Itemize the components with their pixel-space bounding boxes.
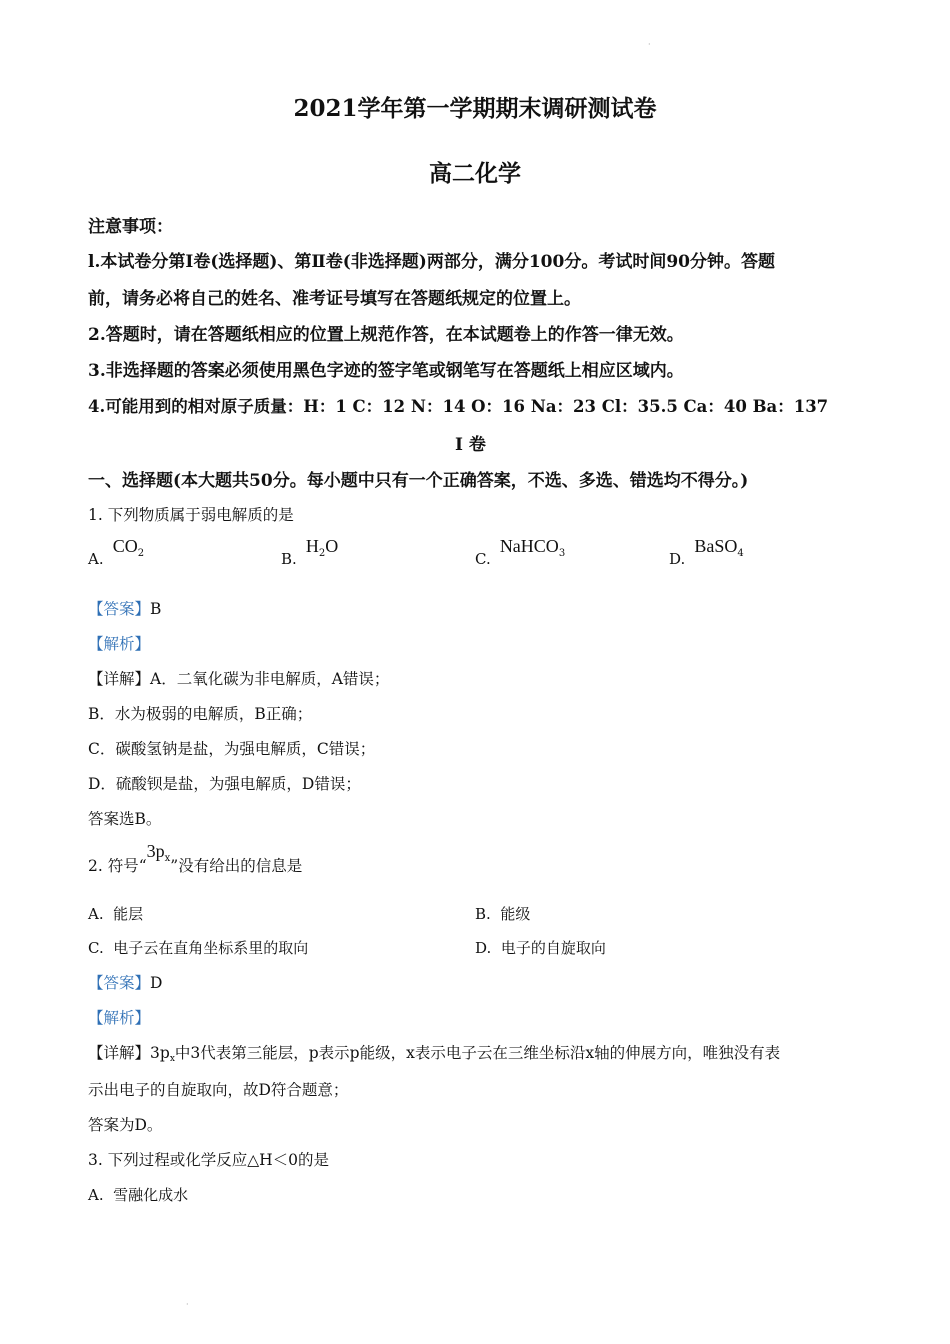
- top-dot: ·: [648, 40, 651, 49]
- stem-post: ”没有给出的信息是: [170, 857, 303, 875]
- option-letter: C.: [475, 550, 491, 568]
- q1-option-b: [281, 536, 339, 568]
- formula-main: CO: [112, 536, 138, 556]
- q2-option-b: [475, 903, 530, 924]
- formula-sub: 3: [558, 548, 566, 559]
- notice-line-1b: 前，请务必将自己的姓名、准考证号填写在答题纸规定的位置上。: [88, 289, 581, 309]
- question-1-stem: 1. 下列物质属于弱电解质的是: [88, 506, 294, 524]
- q1-analysis-tag: 【解析】: [88, 635, 151, 653]
- q2-conclusion: 答案为D。: [88, 1116, 163, 1134]
- q3-option-a: [88, 1184, 188, 1205]
- answer-value: D: [150, 974, 163, 992]
- bottom-dot: ·: [186, 1300, 189, 1309]
- formula-tail: O: [325, 536, 339, 556]
- detail-symbol: 3p: [150, 1044, 170, 1062]
- formula-sub: 4: [737, 548, 744, 559]
- part-label: Ⅰ 卷: [455, 435, 486, 455]
- option-text: 电子的自旋取向: [500, 939, 606, 957]
- q1-line: C．碳酸氢钠是盐，为强电解质，C错误；: [88, 740, 376, 758]
- q2-option-a: [88, 903, 143, 924]
- notice-line-2: 2.答题时，请在答题纸相应的位置上规范作答，在本试题卷上的作答一律无效。: [88, 325, 684, 345]
- formula-main: NaHCO: [499, 536, 559, 556]
- q2-answer: [88, 971, 162, 993]
- answer-value: B: [150, 600, 162, 618]
- q2-detail-line-2: 示出电子的自旋取向，故D符合题意；: [88, 1081, 349, 1099]
- q2-option-c: [88, 937, 308, 958]
- answer-tag: 【答案】: [88, 974, 151, 992]
- q1-option-c: [475, 536, 566, 568]
- option-letter: B.: [281, 550, 297, 568]
- q1-option-a: [88, 536, 145, 568]
- option-letter: B.: [475, 905, 491, 923]
- option-letter: A.: [88, 1186, 104, 1204]
- option-text: 雪融化成水: [113, 1186, 189, 1204]
- q1-line: D．硫酸钡是盐，为强电解质，D错误；: [88, 775, 361, 793]
- notice-heading: 注意事项：: [88, 217, 173, 237]
- q1-detail: [88, 667, 389, 689]
- q2-analysis-tag: 【解析】: [88, 1009, 151, 1027]
- question-2-stem: [88, 840, 303, 875]
- detail-symbol-sub: x: [169, 1054, 175, 1064]
- formula-main: H: [305, 536, 319, 556]
- detail-text: 中3代表第三能层，p表示p能级，x表示电子云在三维坐标沿x轴的伸展方向，唯独没有表: [174, 1044, 781, 1062]
- q1-option-d: [669, 536, 744, 568]
- detail-text: A．二氧化碳为非电解质，A错误；: [150, 670, 390, 688]
- formula-sub: 2: [318, 548, 326, 559]
- option-text: 电子云在直角坐标系里的取向: [113, 939, 309, 957]
- q2-detail: [88, 1041, 780, 1063]
- symbol-sub: x: [164, 853, 171, 864]
- q2-option-d: [475, 937, 606, 958]
- formula-sub: 2: [137, 548, 145, 559]
- detail-tag: 【详解】: [88, 670, 151, 688]
- stem-pre: 2. 符号“: [88, 857, 147, 875]
- option-letter: A.: [88, 550, 104, 568]
- symbol-main: 3p: [146, 841, 165, 861]
- question-3-stem: 3. 下列过程或化学反应△H＜0的是: [88, 1151, 330, 1169]
- page-title: 2021学年第一学期期末调研测试卷: [293, 95, 657, 122]
- notice-line-3: 3.非选择题的答案必须使用黑色字迹的签字笔或钢笔写在答题纸上相应区域内。: [88, 361, 684, 381]
- option-letter: D.: [669, 550, 686, 568]
- option-letter: C.: [88, 939, 104, 957]
- q1-line: B．水为极弱的电解质，B正确；: [88, 705, 313, 723]
- notice-line-4: 4.可能用到的相对原子质量：H：1 C：12 N：14 O：16 Na：23 Cl：35.5 Ca：40 Ba：137: [88, 397, 829, 416]
- notice-line-1: l.本试卷分第Ⅰ卷(选择题)、第Ⅱ卷(非选择题)两部分，满分100分。考试时间90分钟。答题: [88, 252, 775, 272]
- page-subtitle: 高二化学: [429, 160, 521, 187]
- option-letter: D.: [475, 939, 492, 957]
- option-letter: A.: [88, 905, 104, 923]
- q1-answer: [88, 597, 161, 619]
- section-heading: 一、选择题(本大题共50分。每小题中只有一个正确答案，不选、多选、错选均不得分。): [88, 471, 749, 491]
- formula-main: BaSO: [694, 536, 738, 556]
- answer-tag: 【答案】: [88, 600, 151, 618]
- detail-tag: 【详解】: [88, 1044, 151, 1062]
- option-text: 能层: [113, 905, 144, 923]
- option-text: 能级: [500, 905, 531, 923]
- q1-line: 答案选B。: [88, 810, 162, 828]
